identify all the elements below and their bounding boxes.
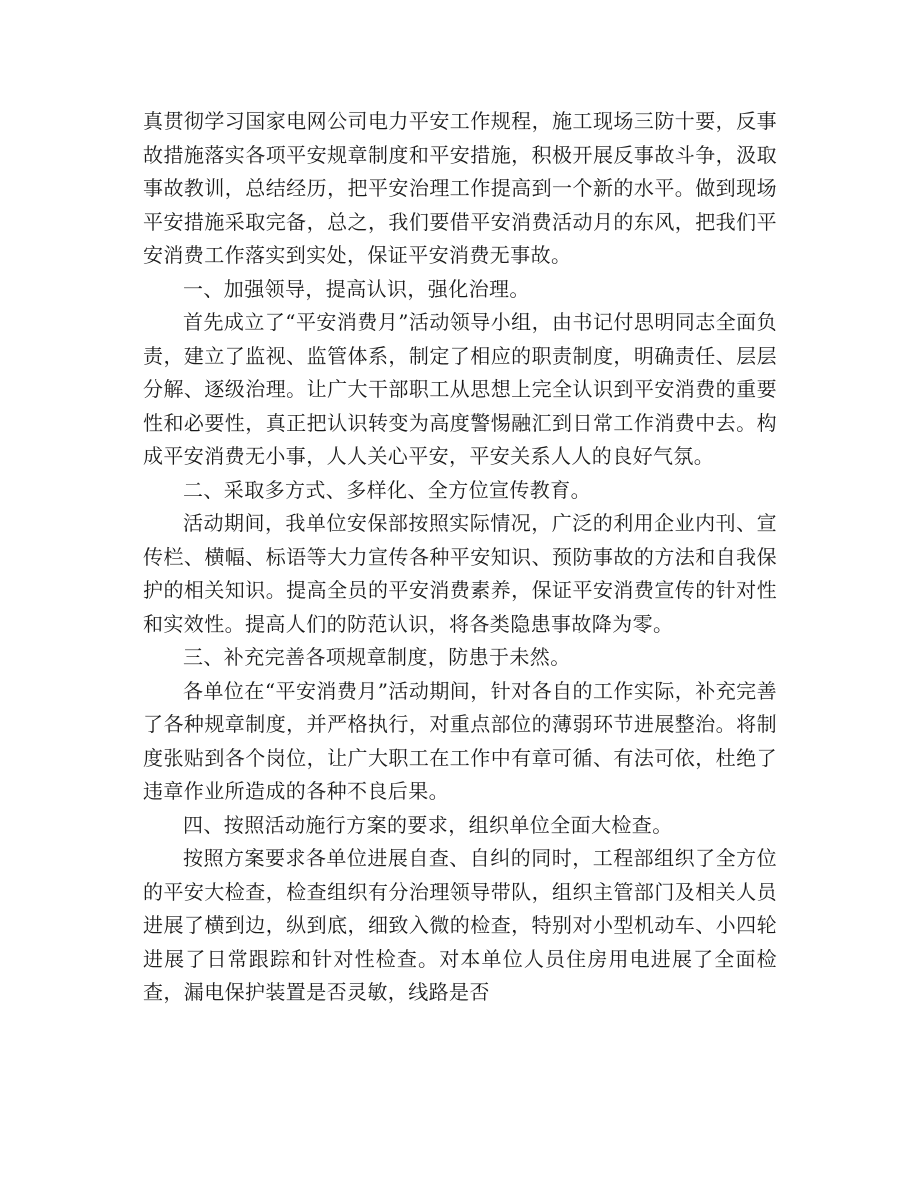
section-heading-1: 一、加强领导，提高认识，强化治理。 bbox=[183, 276, 530, 301]
paragraph: 活动期间，我单位安保部按照实际情况，广泛的利用企业内刊、宣传栏、横幅、标语等大力宣传各种平安知识、预防事故的方法和自我保护的相关知识。提高全员的平安消费素养，保证平安消费宣传的针对性和实效性。提高人们的防范认识，将各类隐患事故降为零。 bbox=[143, 511, 777, 636]
paragraph: 按照方案要求各单位进展自查、自纠的同时，工程部组织了全方位的平安大检查，检查组织有分治理领导带队，组织主管部门及相关人员进展了横到边，纵到底，细致入微的检查，特别对小型机动车、小四轮进展了日常跟踪和针对性检查。对本单位人员住房用电进展了全面检查，漏电保护装置是否灵敏，线路是否 bbox=[143, 846, 777, 1004]
paragraph: 首先成立了“平安消费月”活动领导小组，由书记付思明同志全面负责，建立了监视、监管体系，制定了相应的职责制度，明确责任、层层分解、逐级治理。让广大干部职工从思想上完全认识到平安消费的重要性和必要性，真正把认识转变为高度警惕融汇到日常工作消费中去。构成平安消费无小事，人人关心平安，平安关系人人的良好气氛。 bbox=[143, 310, 777, 468]
section-heading-3: 三、补充完善各项规章制度，防患于未然。 bbox=[183, 645, 571, 669]
section-heading-4: 四、按照活动施行方案的要求，组织单位全面大检查。 bbox=[183, 812, 673, 837]
document-body bbox=[143, 105, 777, 1010]
paragraph-continued: 真贯彻学习国家电网公司电力平安工作规程，施工现场三防十要，反事故措施落实各项平安规章制度和平安措施，积极开展反事故斗争，汲取事故教训，总结经历，把平安治理工作提高到一个新的水平。做到现场平安措施采取完备，总之，我们要借平安消费活动月的东风，把我们平安消费工作落实到实处，保证平安消费无事故。 bbox=[143, 109, 777, 267]
paragraph: 各单位在“平安消费月”活动期间，针对各自的工作实际，补充完善了各种规章制度，并严格执行，对重点部位的薄弱环节进展整治。将制度张贴到各个岗位，让广大职工在工作中有章可循、有法可依，杜绝了违章作业所造成的各种不良后果。 bbox=[143, 678, 777, 803]
section-heading-2: 二、采取多方式、多样化、全方位宣传教育。 bbox=[183, 477, 591, 502]
